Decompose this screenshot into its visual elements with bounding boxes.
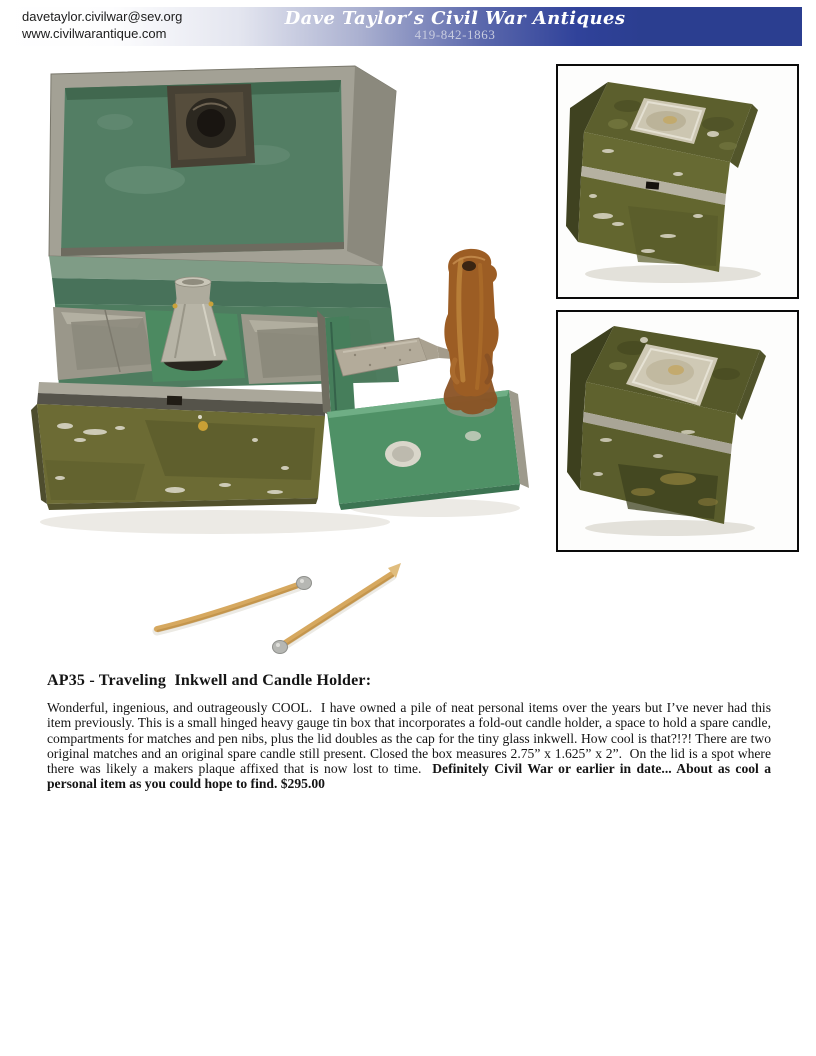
listing-section bbox=[47, 672, 775, 792]
match-one bbox=[157, 577, 312, 632]
banner-phone: 419-842-1863 bbox=[414, 27, 496, 42]
shadow bbox=[585, 265, 761, 283]
contact-email: davetaylor.civilwar@sev.org bbox=[22, 9, 183, 24]
main-photo-open-inkwell-box bbox=[25, 60, 540, 550]
banner-text bbox=[108, 9, 802, 42]
matches-photo bbox=[100, 552, 500, 664]
shadow bbox=[40, 510, 390, 534]
fold-out-flap bbox=[327, 390, 529, 510]
banner-title: Dave Taylor’s Civil War Antiques bbox=[284, 8, 626, 29]
side-photo-closed-box-angle bbox=[556, 64, 799, 299]
lid-cap-socket bbox=[167, 84, 255, 168]
listing-title: AP35 - Traveling Inkwell and Candle Holder: bbox=[47, 672, 372, 689]
match-two bbox=[273, 563, 402, 654]
listing-description-bold: Definitely Civil War or earlier in date... About as cool a personal item as you could hope to find. $295.00 bbox=[47, 761, 775, 792]
open-lid bbox=[49, 66, 396, 266]
shadow bbox=[585, 520, 755, 536]
listing-description bbox=[47, 700, 775, 792]
listing-description-regular: Wonderful, ingenious, and outrageously COOL. I have owned a pile of neat personal items over the years but I’ve never had this item previously. This is a small hinged heavy gauge tin box that incorporates a fold-out candle holder, a space to hold a spare candle, compartments for matches and pen nibs, plus the lid doubles as the cap for the tiny glass inkwell. How cool is that?!?! There are two original matches and an original spare candle still present. Closed the box measures 2.75” x 1.625” x 2”. On the lid is a spot where there was likely a makers plaque affixed that is now lost to time. bbox=[47, 700, 775, 777]
candle-stub bbox=[444, 249, 499, 417]
contact-website: www.civilwarantique.com bbox=[22, 25, 167, 41]
side-photo-closed-box-top bbox=[556, 310, 799, 552]
closed-box bbox=[567, 326, 766, 524]
box-front bbox=[31, 382, 325, 510]
closed-box bbox=[566, 82, 758, 272]
